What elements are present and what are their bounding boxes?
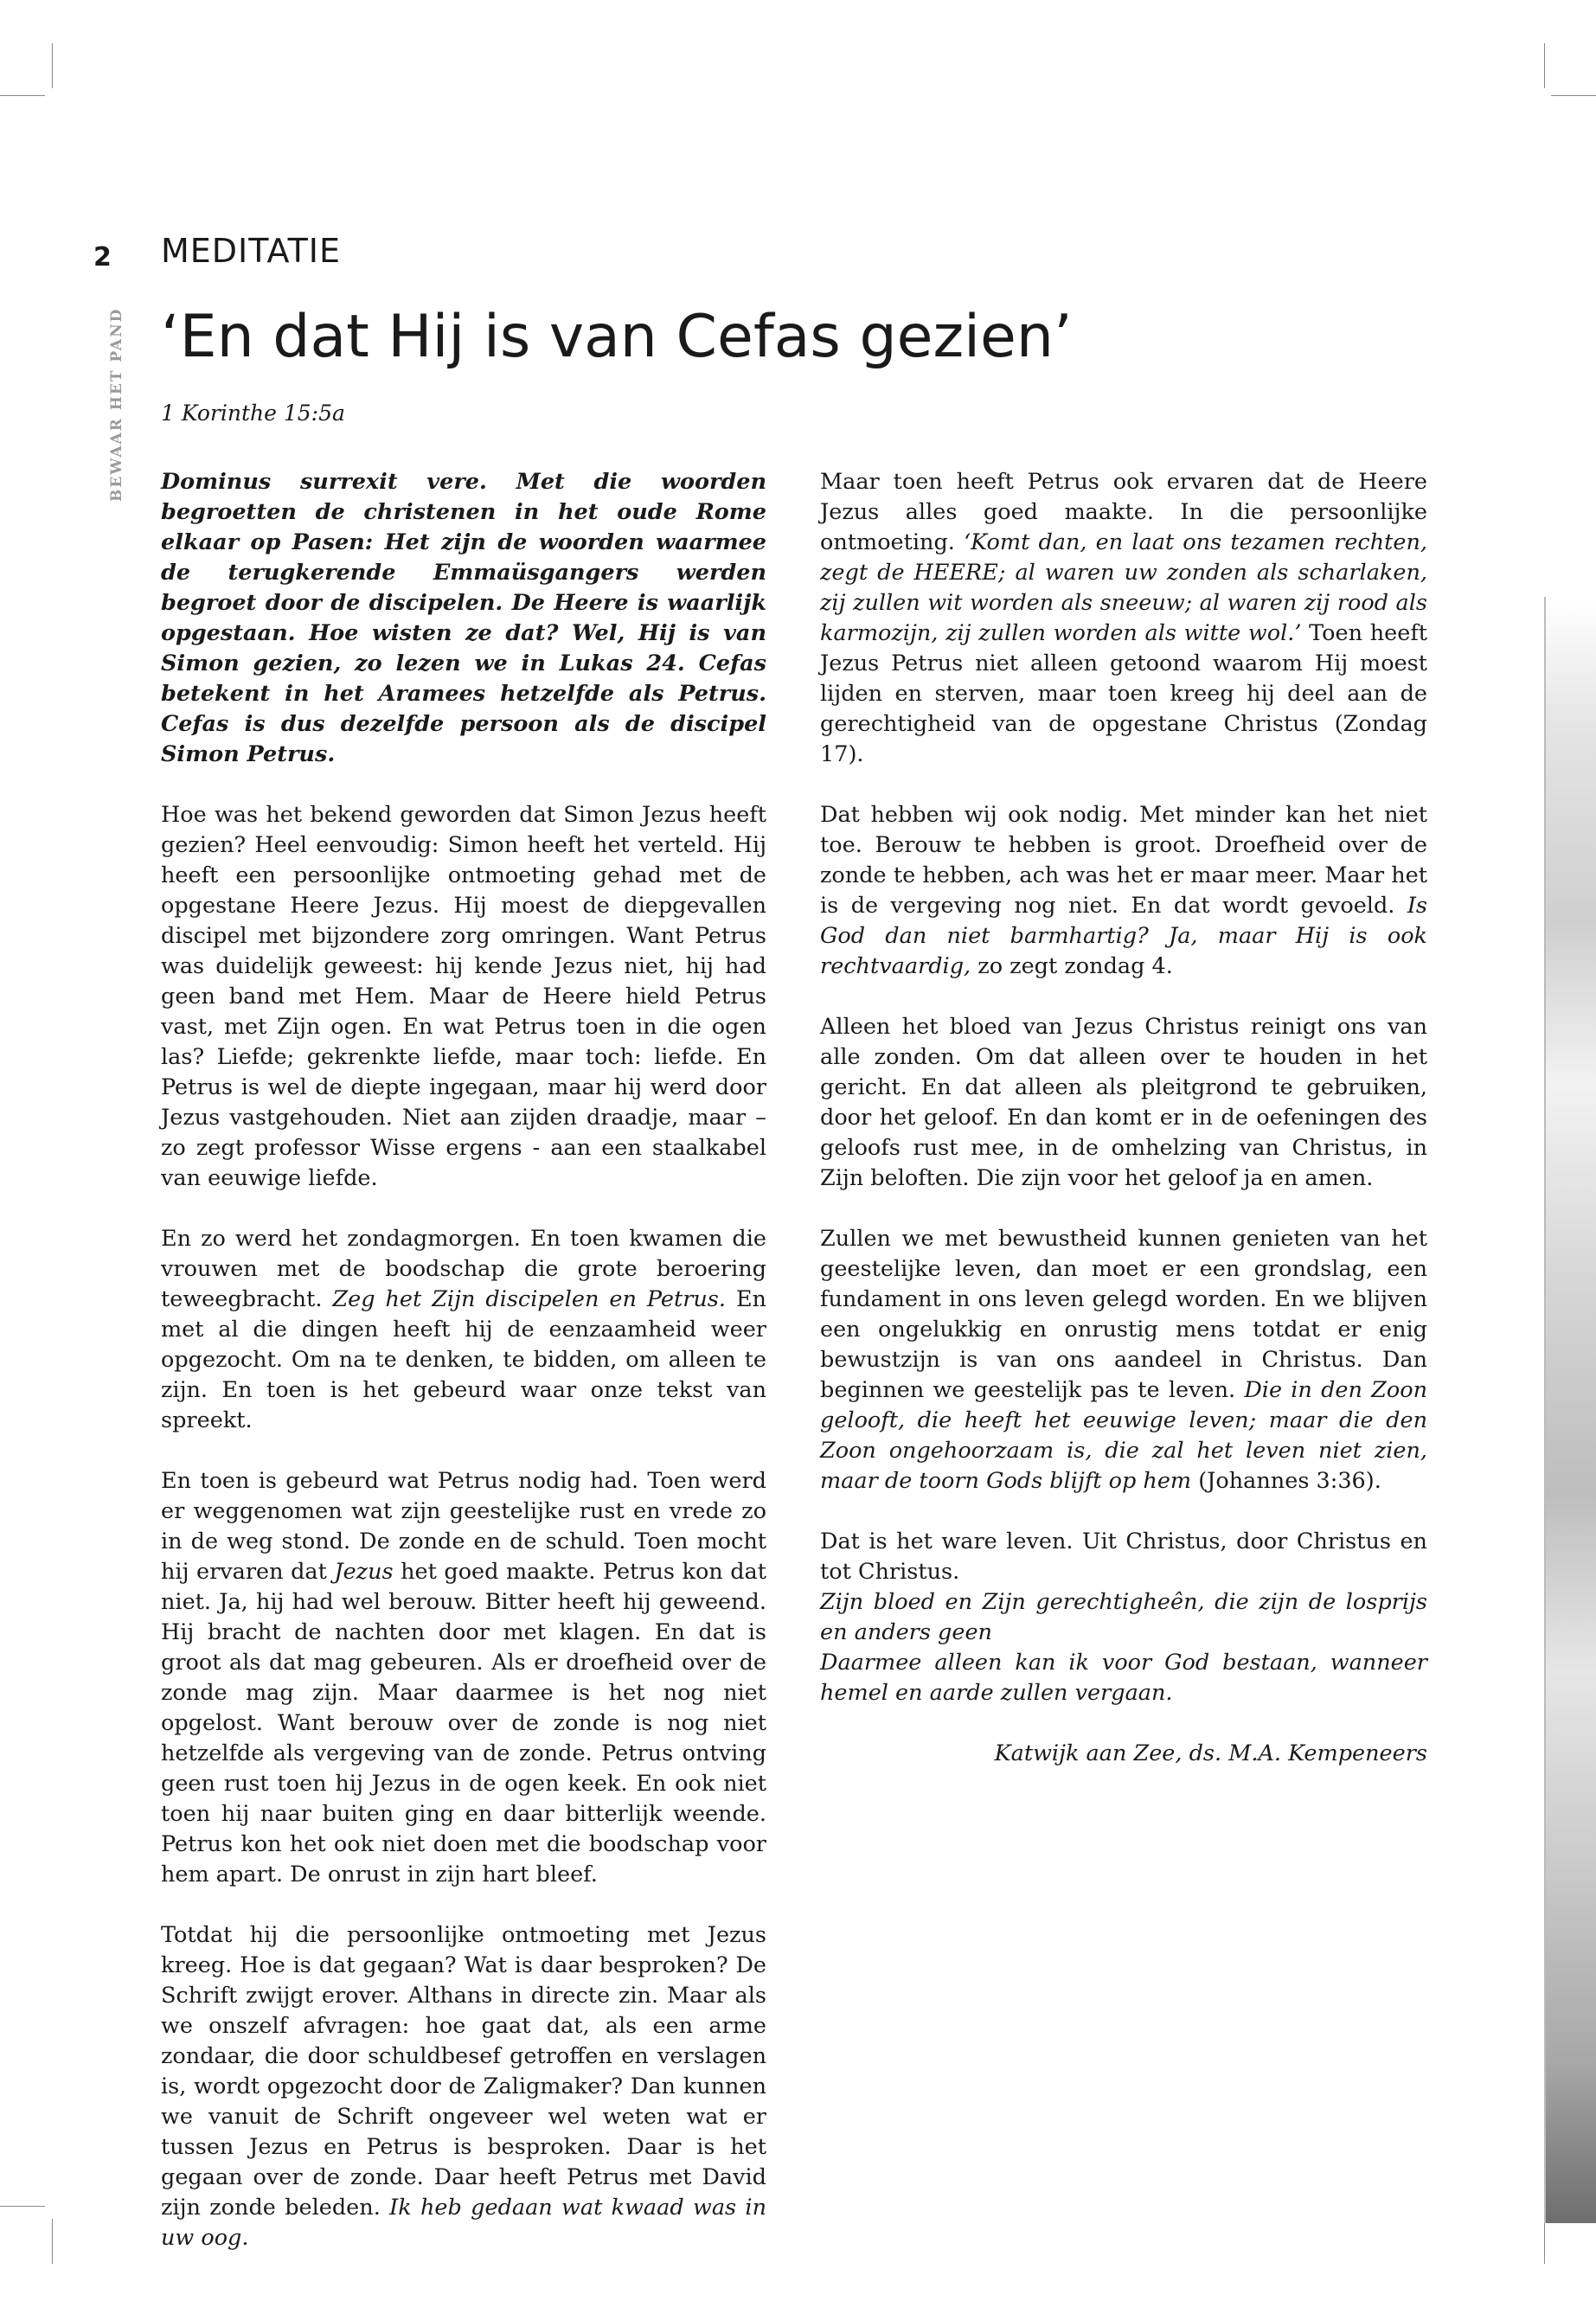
text-run: Toen heeft Jezus Petrus niet alleen getoond waarom Hij moest lijden en sterven, maar toen kreeg hij deel aan de gerechtigheid van de opgestane Christus (Zondag 17).: [820, 620, 1428, 767]
body-paragraph: Hoe was het bekend geworden dat Simon Jezus heeft gezien? Heel eenvoudig: Simon heeft het verteld. Hij heeft een persoonlijke ontmoeting gehad met de opgestane Heere Jezus. Hij moest de diepgevallen discipel met bijzondere zorg omringen. Want Petrus was duidelijk geweest: hij kende Jezus niet, hij had geen band met Hem. Maar de Heere hield Petrus vast, met Zijn ogen. En wat Petrus toen in die ogen las? Liefde; gekrenkte liefde, maar toch: liefde. En Petrus is wel de diepte ingegaan, maar hij werd door Jezus vastgehouden. Niet aan zijden draadje, maar – zo zegt professor Wisse ergens - aan een staalkabel van eeuwige liefde.: [161, 802, 766, 1191]
verse-line: Zijn bloed en Zijn gerechtigheên, die zijn de losprijs en anders geen: [820, 1589, 1427, 1645]
body-paragraph: [820, 800, 1427, 982]
text-run: Dat hebben wij ook nodig. Met minder kan het niet toe. Berouw te hebben is groot. Droefheid over de zonde te hebben, ach was het er maar meer. Maar het is de vergeving nog niet. En dat wordt gevoeld.: [820, 802, 1427, 919]
crop-mark: [0, 95, 45, 96]
right-column: [820, 467, 1427, 1799]
italic-run: Zeg het Zijn discipelen en Petrus.: [332, 1286, 726, 1312]
crop-mark: [52, 43, 53, 88]
italic-run: Jezus: [334, 1559, 394, 1585]
italic-run: Die in den Zoon gelooft, die heeft het eeuwige leven; maar die den Zoon ongehoorzaam is, die zal het leven niet zien, maar de toorn Gods blijft op hem: [820, 1377, 1427, 1494]
page-title: ‘En dat Hij is van Cefas gezien’: [161, 303, 1073, 371]
text-run: En met al die dingen heeft hij de eenzaamheid weer opgezocht. Om na te denken, te bidden, om alleen te zijn. En toen is het gebeurd waar onze tekst van spreekt.: [161, 1286, 766, 1433]
text-run: Totdat hij die persoonlijke ontmoeting met Jezus kreeg. Hoe is dat gegaan? Wat is daar besproken? De Schrift zwijgt erover. Althans in directe zin. Maar als we onszelf afvragen: hoe gaat dat, als een arme zondaar, die door schuldbesef getroffen en verslagen is, wordt opgezocht door de Zaligmaker? Dan kunnen we vanuit de Schrift ongeveer wel weten wat er tussen Jezus en Petrus is besproken. Daar is het gegaan over de zonde. Daar heeft Petrus met David zijn zonde beleden.: [161, 1922, 766, 2221]
text-run: Maar toen heeft Petrus ook ervaren dat de Heere Jezus alles goed maakte. In die persoonlijke ontmoeting.: [820, 469, 1427, 555]
text-run: En toen is gebeurd wat Petrus nodig had. Toen werd er weggenomen wat zijn geestelijke rust en vrede zo in de weg stond. De zonde en de schuld. Toen mocht hij ervaren dat: [161, 1468, 766, 1585]
crop-mark: [1544, 2219, 1545, 2264]
lead-paragraph: Dominus surrexit vere. Met die woorden begroetten de christenen in het oude Rome elkaar op Pasen: Het zijn de woorden waarmee de terugkerende Emmaüsgangers werden begroet door de discipelen. De Heere is waarlijk opgestaan. Hoe wisten ze dat? Wel, Hij is van Simon gezien, zo lezen we in Lukas 24. Cefas betekent in het Aramees hetzelfde als Petrus. Cefas is dus dezelfde persoon als de discipel Simon Petrus.: [161, 469, 766, 767]
crop-mark: [1544, 43, 1545, 88]
text-run: zo zegt zondag 4.: [971, 953, 1173, 979]
page-number: 2: [93, 242, 112, 272]
text-run: Zullen we met bewustheid kunnen genieten van het geestelijke leven, dan moet er een grondslag, een fundament in ons leven gelegd worden. En we blijven een ongelukkig en onrustig mens totdat er enig bewustzijn is van ons aandeel in Christus. Dan beginnen we geestelijk pas te leven.: [820, 1226, 1427, 1403]
body-paragraph: [161, 1466, 766, 1890]
body-paragraph: [820, 1527, 1427, 1708]
body-paragraph: [161, 1224, 766, 1436]
text-run: (Johannes 3:36).: [1191, 1468, 1381, 1494]
verse-line: Daarmee alleen kan ik voor God bestaan, wanneer hemel en aarde zullen vergaan.: [820, 1650, 1427, 1706]
body-paragraph: [820, 467, 1427, 770]
crop-mark: [52, 2219, 53, 2264]
crop-mark: [0, 2206, 45, 2207]
text-run: En zo werd het zondagmorgen. En toen kwamen die vrouwen met de boodschap die grote beroering teweegbracht.: [161, 1226, 766, 1312]
section-label: MEDITATIE: [161, 232, 341, 270]
italic-run: ‘Komt dan, en laat ons tezamen rechten, zegt de HEERE; al waren uw zonden als scharlaken, zij zullen wit worden als sneeuw; al waren zij rood als karmozijn, zij zullen worden als witte wol.’: [820, 529, 1427, 646]
author-signature: Katwijk aan Zee, ds. M.A. Kempeneers: [994, 1740, 1427, 1766]
left-column: [161, 467, 766, 2284]
body-paragraph: Alleen het bloed van Jezus Christus reinigt ons van alle zonden. Om dat alleen over te houden in het gericht. En dat alleen als pleitgrond te gebruiken, door het geloof. En dan komt er in de oefeningen des geloofs rust mee, in de omhelzing van Christus, in Zijn beloften. Die zijn voor het geloof ja en amen.: [820, 1014, 1427, 1191]
italic-run: Ik heb gedaan wat kwaad was in uw oog.: [161, 2195, 767, 2251]
text-run: het goed maakte. Petrus kon dat niet. Ja, hij had wel berouw. Bitter heeft hij geweend. Hij bracht de nachten door met klagen. En dat is groot als dat mag gebeuren. Als er droefheid over de zonde mag zijn. Maar daarmee is het nog niet opgelost. Want berouw over de zonde is nog niet hetzelfde als vergeving van de zonde. Petrus ontving geen rust toen hij Jezus in de ogen keek. En ook niet toen hij naar buiten ging en daar bitterlijk weende. Petrus kon het ook niet doen met die boodschap voor hem apart. De onrust in zijn hart bleef.: [161, 1559, 766, 1888]
side-label: BEWAAR HET PAND: [108, 307, 125, 502]
crop-mark: [1551, 95, 1596, 96]
text-run: Dat is het ware leven. Uit Christus, door Christus en tot Christus.: [820, 1529, 1427, 1585]
body-paragraph: [820, 1224, 1427, 1497]
edge-photo: [1544, 597, 1596, 2223]
body-paragraph: [161, 1920, 766, 2253]
italic-run: Is God dan niet barmhartig? Ja, maar Hij is ook rechtvaardig,: [820, 893, 1427, 979]
scripture-reference: 1 Korinthe 15:5a: [161, 401, 345, 426]
